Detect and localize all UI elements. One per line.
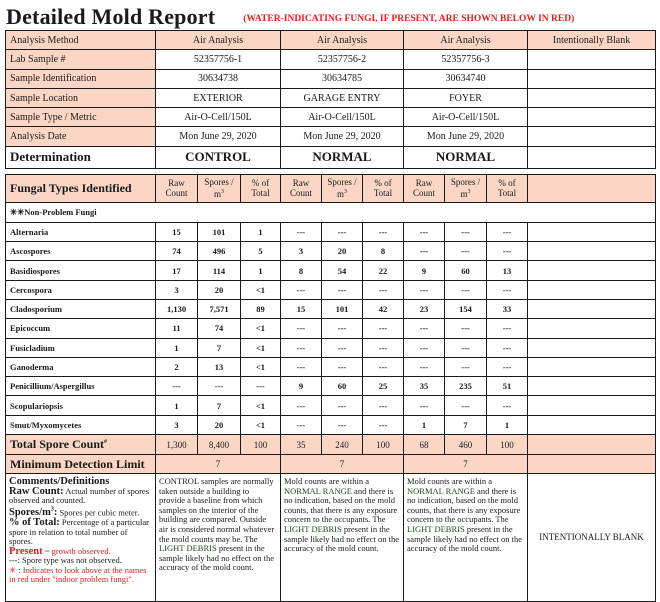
fungus-value: 1 bbox=[241, 261, 281, 280]
fungus-value: --- bbox=[281, 357, 322, 376]
blank-cell bbox=[528, 108, 656, 127]
col-pct: % of Total bbox=[487, 174, 528, 202]
fungus-value: 1 bbox=[156, 338, 198, 357]
fungus-value: --- bbox=[445, 396, 487, 415]
mdl-sample-2: 7 bbox=[281, 455, 404, 474]
fungus-value: --- bbox=[404, 396, 445, 415]
comment-text: present in the sample likely had no effect on the accuracy of the mold count. bbox=[159, 543, 275, 573]
sample-2-id: 30634785 bbox=[281, 69, 404, 88]
fungus-value: --- bbox=[281, 222, 322, 241]
fungus-value: 60 bbox=[322, 377, 363, 396]
fungus-name: Epicoccum bbox=[6, 319, 156, 338]
row-date bbox=[6, 127, 656, 146]
sample-3-method: Air Analysis bbox=[404, 31, 528, 50]
fungus-value: --- bbox=[281, 415, 322, 434]
fungus-value: 25 bbox=[363, 377, 404, 396]
fungus-value: 35 bbox=[404, 377, 445, 396]
fungal-row bbox=[6, 242, 656, 261]
row-type bbox=[6, 108, 656, 127]
present-term: Present bbox=[9, 545, 43, 557]
comment-highlight: NORMAL RANGE bbox=[284, 485, 352, 496]
fungus-value: --- bbox=[363, 396, 404, 415]
fungus-value: 23 bbox=[404, 299, 445, 318]
sample-info-table bbox=[5, 30, 656, 169]
total-value: 35 bbox=[281, 435, 322, 455]
total-value: 240 bbox=[322, 435, 363, 455]
blank-cell bbox=[528, 69, 656, 88]
fungus-name: Cercospora bbox=[6, 280, 156, 299]
spores-term-text: Spores/m bbox=[9, 507, 51, 519]
section-non-problem-fungi bbox=[6, 202, 656, 222]
label-date: Analysis Date bbox=[6, 127, 156, 146]
fungus-value: --- bbox=[487, 357, 528, 376]
fungus-value: --- bbox=[487, 222, 528, 241]
total-value: 8,400 bbox=[198, 435, 241, 455]
fungus-value: 42 bbox=[363, 299, 404, 318]
blank-cell bbox=[528, 377, 656, 396]
fungus-value: 1 bbox=[404, 415, 445, 434]
col-spores-sup: 3 bbox=[344, 189, 347, 196]
fungus-value: 114 bbox=[198, 261, 241, 280]
col-pct: % of Total bbox=[241, 174, 281, 202]
fungus-value: 154 bbox=[445, 299, 487, 318]
fungus-value: --- bbox=[198, 377, 241, 396]
col-spores bbox=[198, 174, 241, 202]
sample-1-type: Air-O-Cell/150L bbox=[156, 108, 281, 127]
report-subtitle: (WATER-INDICATING FUNGI, IF PRESENT, ARE SHOWN BELOW IN RED) bbox=[243, 14, 575, 24]
comment-text: present in the sample likely had no effect on the accuracy of the mold count. bbox=[284, 524, 400, 554]
fungus-value: 101 bbox=[322, 299, 363, 318]
col-spores-sup: 3 bbox=[467, 189, 471, 196]
fungus-value: 15 bbox=[156, 222, 198, 241]
total-value: 100 bbox=[363, 435, 404, 455]
col-spores bbox=[445, 174, 487, 202]
spores-term-colon: : bbox=[53, 507, 58, 519]
report-title: Detailed Mold Report bbox=[6, 4, 216, 29]
fungus-value: 7 bbox=[445, 415, 487, 434]
fungus-value: --- bbox=[322, 338, 363, 357]
col-spores-label: Spores / m bbox=[327, 177, 357, 200]
blank-cell bbox=[528, 396, 656, 415]
comment-text: and there is no indication, based on the mold counts, that there is any exposure concern to the occupants. The bbox=[284, 485, 398, 525]
fungal-row bbox=[6, 377, 656, 396]
report-header bbox=[5, 0, 655, 30]
fungus-value: <1 bbox=[241, 396, 281, 415]
sample-2-date: Mon June 29, 2020 bbox=[281, 127, 404, 146]
sample-2-type: Air-O-Cell/150L bbox=[281, 108, 404, 127]
fungus-value: --- bbox=[404, 222, 445, 241]
fungus-value: --- bbox=[322, 280, 363, 299]
pct-term: % of Total: bbox=[9, 516, 60, 528]
row-total-spore-count bbox=[6, 435, 656, 455]
comment-highlight: LIGHT DEBRIS bbox=[284, 524, 342, 535]
label-location: Sample Location bbox=[6, 88, 156, 107]
fungal-header-row bbox=[6, 174, 656, 202]
fungus-value: 74 bbox=[156, 242, 198, 261]
fungus-value: --- bbox=[281, 338, 322, 357]
fungal-table bbox=[5, 174, 656, 602]
blank-cell bbox=[528, 174, 656, 202]
row-comments bbox=[6, 474, 656, 602]
sample-3-comment bbox=[404, 474, 528, 602]
col-spores bbox=[322, 174, 363, 202]
col-raw-count: Raw Count bbox=[404, 174, 445, 202]
row-determination bbox=[6, 146, 656, 168]
fungus-value: 1 bbox=[487, 415, 528, 434]
fungus-value: 89 bbox=[241, 299, 281, 318]
mdl-sample-3: 7 bbox=[404, 455, 528, 474]
comment-highlight: LIGHT DEBRIS bbox=[407, 524, 465, 535]
fungus-value: 1 bbox=[156, 396, 198, 415]
fungus-value: 8 bbox=[363, 242, 404, 261]
blank-cell bbox=[528, 435, 656, 455]
fungus-value: 51 bbox=[487, 377, 528, 396]
fungal-row bbox=[6, 357, 656, 376]
blank-cell bbox=[528, 455, 656, 474]
sample-2-lab: 52357756-2 bbox=[281, 50, 404, 69]
fungus-value: 7 bbox=[198, 338, 241, 357]
fungus-value: --- bbox=[445, 242, 487, 261]
total-label: Total Spore Count bbox=[10, 437, 105, 452]
fungus-name: Ascospores bbox=[6, 242, 156, 261]
sample-1-lab: 52357756-1 bbox=[156, 50, 281, 69]
raw-count-def: Actual number of spores observed and counted. bbox=[9, 485, 149, 506]
blank-cell bbox=[528, 242, 656, 261]
label-analysis-method: Analysis Method bbox=[6, 31, 156, 50]
section-label: ✳✳Non-Problem Fungi bbox=[6, 202, 656, 222]
sample-2-location: GARAGE ENTRY bbox=[281, 88, 404, 107]
sample-3-type: Air-O-Cell/150L bbox=[404, 108, 528, 127]
fungus-name: Alternaria bbox=[6, 222, 156, 241]
fungus-value: 3 bbox=[281, 242, 322, 261]
row-analysis-method bbox=[6, 31, 656, 50]
col-pct: % of Total bbox=[363, 174, 404, 202]
fungus-name: Scopulariopsis bbox=[6, 396, 156, 415]
label-mdl: Minimum Detection Limit bbox=[6, 455, 156, 474]
fungal-row bbox=[6, 280, 656, 299]
fungus-value: 33 bbox=[487, 299, 528, 318]
fungus-value: 54 bbox=[322, 261, 363, 280]
col-raw-count: Raw Count bbox=[281, 174, 322, 202]
fungus-value: --- bbox=[281, 396, 322, 415]
pct-def: Percentage of a particular spore in relation to total number of spores. bbox=[9, 516, 149, 547]
fungal-row bbox=[6, 261, 656, 280]
comments-definitions bbox=[6, 474, 156, 602]
fungus-value: --- bbox=[445, 222, 487, 241]
spores-def: Spores per cubic meter. bbox=[59, 507, 140, 518]
fungus-value: --- bbox=[322, 357, 363, 376]
fungus-value: --- bbox=[445, 357, 487, 376]
row-lab-sample bbox=[6, 50, 656, 69]
sample-3-determination: NORMAL bbox=[404, 146, 528, 168]
blank-cell bbox=[528, 50, 656, 69]
star-def: ✳ : Indicates to look above at the names in red under "indoor problem fungi". bbox=[9, 564, 147, 585]
fungus-value: 3 bbox=[156, 280, 198, 299]
sample-3-location: FOYER bbox=[404, 88, 528, 107]
col-spores-sup: 3 bbox=[221, 189, 224, 196]
label-sample-id: Sample Identification bbox=[6, 69, 156, 88]
comment-text: Mold counts are within a bbox=[284, 476, 369, 487]
sample-1-location: EXTERIOR bbox=[156, 88, 281, 107]
fungus-value: --- bbox=[363, 222, 404, 241]
fungus-value: 15 bbox=[281, 299, 322, 318]
mdl-sample-1: 7 bbox=[156, 455, 281, 474]
fungus-value: 60 bbox=[445, 261, 487, 280]
fungus-name: Ganoderma bbox=[6, 357, 156, 376]
sample-3-id: 30634740 bbox=[404, 69, 528, 88]
sample-1-determination: CONTROL bbox=[156, 146, 281, 168]
fungal-row bbox=[6, 396, 656, 415]
comment-text: Mold counts are within a bbox=[407, 476, 492, 487]
fungus-name: Smut/Myxomycetes bbox=[6, 415, 156, 434]
blank-cell bbox=[528, 146, 656, 168]
fungus-value: 20 bbox=[198, 280, 241, 299]
blank-cell bbox=[528, 338, 656, 357]
fungus-value: --- bbox=[487, 280, 528, 299]
fungus-value: 7,571 bbox=[198, 299, 241, 318]
fungal-row bbox=[6, 319, 656, 338]
total-value: 100 bbox=[241, 435, 281, 455]
fungus-name: Basidiospores bbox=[6, 261, 156, 280]
blank-cell bbox=[528, 261, 656, 280]
comment-highlight: LIGHT DEBRIS bbox=[159, 543, 217, 554]
fungus-value: 13 bbox=[198, 357, 241, 376]
fungus-value: 8 bbox=[281, 261, 322, 280]
comment-text: present in the sample likely had no effect on the accuracy of the mold count. bbox=[407, 524, 523, 554]
fungus-value: 17 bbox=[156, 261, 198, 280]
fungus-value: --- bbox=[487, 242, 528, 261]
fungus-value: --- bbox=[241, 377, 281, 396]
fungus-value: --- bbox=[322, 222, 363, 241]
fungus-value: --- bbox=[363, 319, 404, 338]
fungus-value: --- bbox=[445, 319, 487, 338]
total-value: 100 bbox=[487, 435, 528, 455]
fungus-value: 2 bbox=[156, 357, 198, 376]
sample-2-determination: NORMAL bbox=[281, 146, 404, 168]
sample-2-comment bbox=[281, 474, 404, 602]
fungal-row bbox=[6, 299, 656, 318]
fungus-value: 20 bbox=[322, 242, 363, 261]
row-min-detection-limit bbox=[6, 455, 656, 474]
total-value: 460 bbox=[445, 435, 487, 455]
fungus-name: Cladosporium bbox=[6, 299, 156, 318]
fungus-value: <1 bbox=[241, 338, 281, 357]
row-location bbox=[6, 88, 656, 107]
label-lab-sample: Lab Sample # bbox=[6, 50, 156, 69]
fungal-title: Fungal Types Identified bbox=[6, 174, 156, 202]
blank-cell bbox=[528, 319, 656, 338]
fungus-value: --- bbox=[445, 338, 487, 357]
comment-text: CONTROL samples are normally taken outside a building to provide a baseline from which samples on the interior of the building are compared. Outside air is considered normal whatever the mold counts may be. The bbox=[159, 476, 275, 544]
intentionally-blank: INTENTIONALLY BLANK bbox=[528, 474, 656, 602]
present-def: = growth observed. bbox=[44, 545, 111, 556]
fungus-value: 5 bbox=[241, 242, 281, 261]
label-determination: Determination bbox=[6, 146, 156, 168]
fungus-value: --- bbox=[404, 357, 445, 376]
fungus-value: 1 bbox=[241, 222, 281, 241]
fungus-value: --- bbox=[363, 357, 404, 376]
fungus-value: --- bbox=[404, 242, 445, 261]
blank-cell bbox=[528, 357, 656, 376]
blank-cell bbox=[528, 88, 656, 107]
fungus-value: --- bbox=[404, 338, 445, 357]
fungus-value: --- bbox=[363, 415, 404, 434]
fungus-value: 7 bbox=[198, 396, 241, 415]
total-value: 68 bbox=[404, 435, 445, 455]
fungus-value: --- bbox=[487, 319, 528, 338]
fungus-value: --- bbox=[322, 319, 363, 338]
fungus-value: 101 bbox=[198, 222, 241, 241]
fungal-row bbox=[6, 338, 656, 357]
fungus-value: --- bbox=[156, 377, 198, 396]
fungus-value: --- bbox=[404, 319, 445, 338]
label-total bbox=[6, 435, 156, 455]
sample-3-date: Mon June 29, 2020 bbox=[404, 127, 528, 146]
fungus-value: 11 bbox=[156, 319, 198, 338]
dash-def: ---: Spore type was not observed. bbox=[9, 555, 122, 566]
total-value: 1,300 bbox=[156, 435, 198, 455]
comment-highlight: NORMAL RANGE bbox=[407, 485, 475, 496]
fungus-value: <1 bbox=[241, 415, 281, 434]
sample-1-method: Air Analysis bbox=[156, 31, 281, 50]
fungus-value: --- bbox=[322, 396, 363, 415]
fungus-value: --- bbox=[363, 338, 404, 357]
fungus-value: 20 bbox=[198, 415, 241, 434]
blank-header: Intentionally Blank bbox=[528, 31, 656, 50]
fungal-rows bbox=[6, 222, 656, 434]
fungus-name: Penicillium/Aspergillus bbox=[6, 377, 156, 396]
fungus-value: 496 bbox=[198, 242, 241, 261]
fungus-value: 9 bbox=[404, 261, 445, 280]
blank-cell bbox=[528, 415, 656, 434]
fungus-value: --- bbox=[445, 280, 487, 299]
fungal-row bbox=[6, 415, 656, 434]
fungus-value: <1 bbox=[241, 280, 281, 299]
fungus-value: --- bbox=[281, 280, 322, 299]
sample-1-comment bbox=[156, 474, 281, 602]
fungus-value: 74 bbox=[198, 319, 241, 338]
blank-cell bbox=[528, 222, 656, 241]
fungus-value: 13 bbox=[487, 261, 528, 280]
sample-1-date: Mon June 29, 2020 bbox=[156, 127, 281, 146]
fungus-value: 3 bbox=[156, 415, 198, 434]
fungus-value: --- bbox=[487, 396, 528, 415]
col-spores-label: Spores / m bbox=[204, 177, 234, 200]
sample-3-lab: 52357756-3 bbox=[404, 50, 528, 69]
fungus-value: --- bbox=[487, 338, 528, 357]
fungus-value: --- bbox=[281, 319, 322, 338]
fungus-value: --- bbox=[363, 280, 404, 299]
blank-cell bbox=[528, 299, 656, 318]
total-sup: # bbox=[104, 439, 108, 446]
comment-text: and there is no indication, based on the mold counts, that there is any exposure concern to the occupants. The bbox=[407, 485, 521, 525]
fungus-value: --- bbox=[404, 280, 445, 299]
blank-cell bbox=[528, 127, 656, 146]
fungus-value: --- bbox=[322, 415, 363, 434]
raw-count-term: Raw Count: bbox=[9, 485, 64, 497]
fungus-value: <1 bbox=[241, 319, 281, 338]
fungus-name: Fusicladium bbox=[6, 338, 156, 357]
col-raw-count: Raw Count bbox=[156, 174, 198, 202]
comments-title: Comments/Definitions bbox=[9, 476, 110, 488]
fungus-value: <1 bbox=[241, 357, 281, 376]
fungus-value: 22 bbox=[363, 261, 404, 280]
sample-1-id: 30634738 bbox=[156, 69, 281, 88]
fungus-value: 9 bbox=[281, 377, 322, 396]
fungus-value: 1,130 bbox=[156, 299, 198, 318]
sample-2-method: Air Analysis bbox=[281, 31, 404, 50]
spores-term-sup: 3 bbox=[50, 506, 54, 513]
fungus-value: 235 bbox=[445, 377, 487, 396]
label-type: Sample Type / Metric bbox=[6, 108, 156, 127]
row-sample-id bbox=[6, 69, 656, 88]
blank-cell bbox=[528, 280, 656, 299]
fungal-row bbox=[6, 222, 656, 241]
col-spores-label: Spores / m bbox=[450, 177, 481, 200]
